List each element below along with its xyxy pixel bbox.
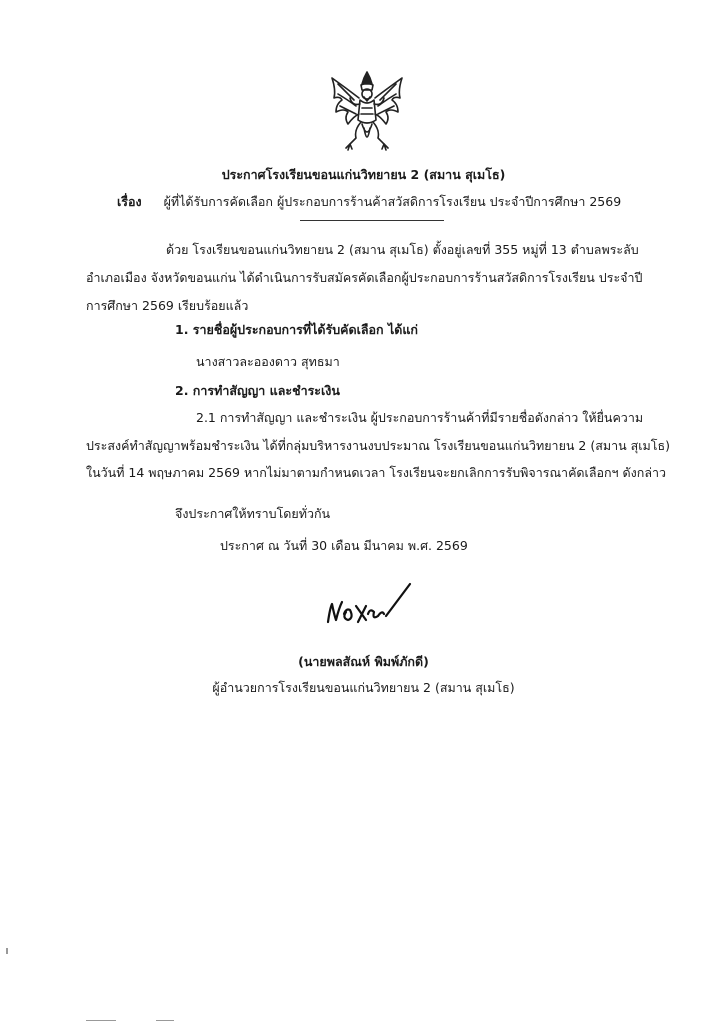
- closing-notice: จึงประกาศให้ทราบโดยทั่วกัน: [175, 506, 331, 521]
- section-2-heading: 2. การทำสัญญา และชำระเงิน: [175, 383, 340, 398]
- subject-label: เรื่อง: [117, 194, 142, 209]
- section-1-heading: 1. รายชื่อผู้ประกอบการที่ได้รับคัดเลือก ได้แก่: [175, 322, 419, 337]
- selected-operator-name: นางสาวละอองดาว สุทธมา: [196, 354, 340, 369]
- intro-line-2: อำเภอเมือง จังหวัดขอนแก่น ได้ดำเนินการรับสมัครคัดเลือกผู้ประกอบการร้านสวัสดิการโรงเรียน ประจำปี: [86, 270, 643, 285]
- signer-position: ผู้อำนวยการโรงเรียนขอนแก่นวิทยายน 2 (สมาน สุเมโธ): [212, 680, 515, 695]
- announcement-title: ประกาศโรงเรียนขอนแก่นวิทยายน 2 (สมาน สุเมโธ): [221, 167, 506, 182]
- intro-line-1: ด้วย โรงเรียนขอนแก่นวิทยายน 2 (สมาน สุเมโธ) ตั้งอยู่เลขที่ 355 หมู่ที่ 13 ตำบลพระลับ: [166, 242, 639, 257]
- announcement-date: ประกาศ ณ วันที่ 30 เดือน มีนาคม พ.ศ. 2569: [220, 538, 468, 553]
- section-2-line-1: 2.1 การทำสัญญา และชำระเงิน ผู้ประกอบการร้านค้าที่มีรายชื่อดังกล่าว ให้ยื่นความ: [196, 410, 644, 425]
- header-divider: [300, 220, 444, 221]
- intro-line-3: การศึกษา 2569 เรียบร้อยแล้ว: [86, 298, 249, 313]
- scan-speck: [86, 1020, 116, 1021]
- scan-speck: [156, 1020, 174, 1021]
- scan-speck: [6, 948, 8, 954]
- subject-text: ผู้ที่ได้รับการคัดเลือก ผู้ประกอบการร้านค้าสวัสดิการโรงเรียน ประจำปีการศึกษา 2569: [163, 194, 622, 209]
- subject-line: [117, 192, 621, 212]
- garuda-emblem-icon: [326, 70, 408, 154]
- section-2-line-2: ประสงค์ทำสัญญาพร้อมชำระเงิน ได้ที่กลุ่มบริหารงานงบประมาณ โรงเรียนขอนแก่นวิทยายน 2 (สมาน สุเมโธ): [86, 438, 670, 453]
- signer-name: (นายพลสัณห์ พิมพ์ภักดี): [298, 654, 429, 669]
- handwritten-signature-icon: [322, 578, 414, 630]
- section-2-line-3: ในวันที่ 14 พฤษภาคม 2569 หากไม่มาตามกำหนดเวลา โรงเรียนจะยกเลิกการรับพิจารณาคัดเลือกฯ ดังกล่าว: [86, 465, 667, 480]
